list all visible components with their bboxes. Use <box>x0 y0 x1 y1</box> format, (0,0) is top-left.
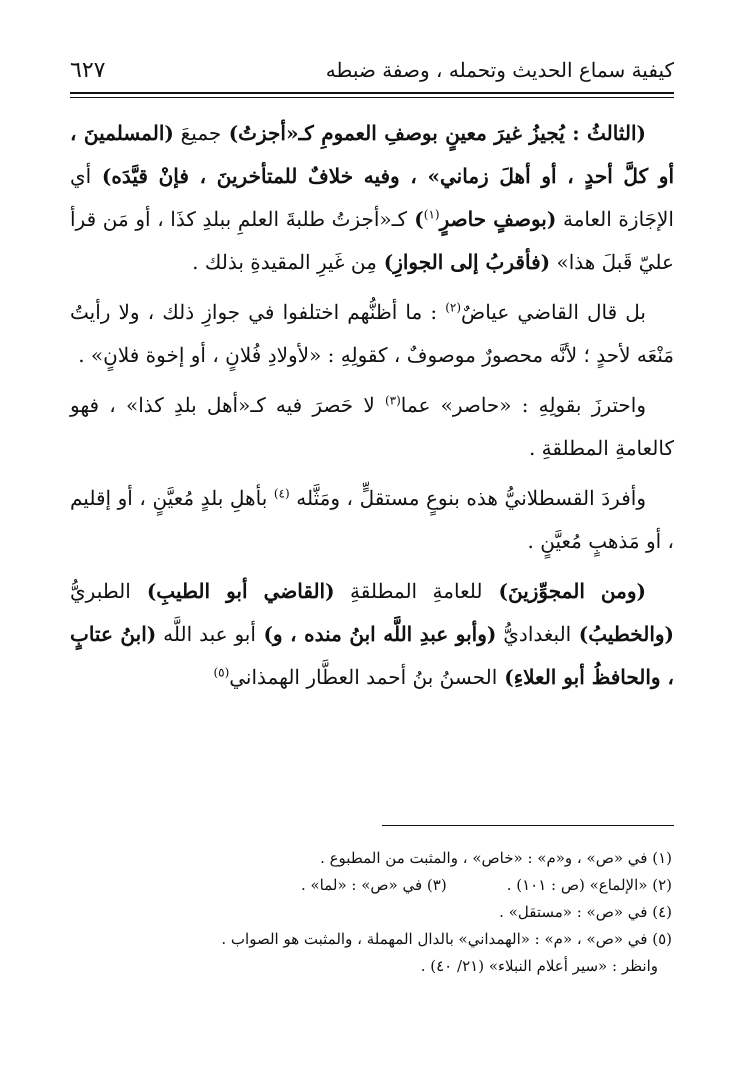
footnote-text: (٢) «الإلماع» (ص : ١٠١) . <box>506 876 672 894</box>
matn-text: (والخطيبُ) <box>571 622 674 646</box>
footnote-text: (٥) في «ص» ، «م» : «الهمداني» بالدال المهملة ، والمثبت هو الصواب . <box>221 930 672 948</box>
commentary-text: الطبريُّ <box>70 579 131 603</box>
commentary-text: وأفردَ القسطلانيُّ هذه بنوعٍ مستقلٍّ ، ومَثَّله <box>289 486 646 510</box>
matn-text: (الثالثُ : يُجيزُ غيرَ معينٍ بوصفِ العمومِ كـ«أجزتُ) <box>221 121 647 145</box>
footnote-marker[interactable]: (٤) <box>273 486 290 501</box>
commentary-text: مِن غَيرِ المقيدةِ بذلك . <box>192 250 377 274</box>
commentary-text: واحترزَ بقولِهِ : «حاصر» عما <box>400 393 646 417</box>
commentary-text: للعامةِ المطلقةِ <box>334 579 483 603</box>
commentary-text: لا حَصرَ فيه كـ«أهل بلدِ كذا» ، فهو كالعامةِ المطلقةِ . <box>70 393 674 460</box>
running-head <box>70 52 674 88</box>
commentary-text: أبو عبد اللَّه <box>156 622 256 646</box>
commentary-text: أي الإجَازة العامة <box>70 164 674 231</box>
footnote-text: (٤) في «ص» : «مستقل» . <box>499 903 672 921</box>
main-text <box>70 112 674 706</box>
running-head-title: كيفية سماع الحديث وتحمله ، وصفة ضبطه <box>325 58 674 82</box>
paragraph <box>70 384 674 470</box>
paragraph <box>70 291 674 377</box>
matn-text: (فأقربُ إلى الجوازِ) <box>376 250 551 274</box>
footnote-marker[interactable]: (٥) <box>213 665 230 680</box>
paragraph <box>70 477 674 563</box>
footnote-line <box>70 899 672 926</box>
footnote-line <box>70 845 672 872</box>
footnote-marker[interactable]: (٢) <box>445 300 462 315</box>
matn-text: (وأبو عبدِ اللَّه ابنُ منده ، و) <box>255 622 497 646</box>
commentary-text: البغداديُّ <box>496 622 572 646</box>
footnotes <box>70 845 672 980</box>
footnote-text: وانظر : «سير أعلام النبلاء» (٢١/ ٤٠) . <box>420 957 658 975</box>
matn-text: (القاضي أبو الطيبِ) <box>130 579 335 603</box>
footnote-line <box>70 926 672 953</box>
footnote-separator <box>382 825 674 826</box>
commentary-text: كـ«أجزتُ طلبةَ العلمِ ببلدِ كذَا ، أو مَن قرأ عليّ قَبلَ هذا» <box>70 207 674 274</box>
commentary-text: جميعَ <box>173 121 222 145</box>
matn-text: ) <box>407 207 424 231</box>
footnote-text: (٣) في «ص» : «لما» . <box>300 876 447 894</box>
matn-text: (بوصفٍ حاصرٍ <box>439 207 557 231</box>
footnote-marker[interactable]: (١) <box>423 207 440 222</box>
commentary-text: بل قال القاضي عياضٌ <box>461 300 646 324</box>
footnote-line <box>70 872 672 899</box>
matn-text: (ابنُ عتابٍ ، والحافظُ أبو العلاءِ) <box>70 622 674 689</box>
matn-text: (المسلمينَ ، أو كلَّ أحدٍ ، أو أهلَ زماني» ، وفيه خلافٌ للمتأخرينَ ، فإنْ قيَّدَه) <box>70 121 674 188</box>
footnote-marker[interactable]: (٣) <box>384 393 401 408</box>
footnote-line <box>70 953 672 980</box>
commentary-text: الحسنُ بنُ أحمد العطَّار الهمذاني <box>229 665 498 689</box>
matn-text: (ومن المجوِّزينَ) <box>482 579 646 603</box>
header-rule-thin <box>70 97 674 98</box>
paragraph <box>70 570 674 699</box>
commentary-text: : ما أظنُّهم اختلفوا في جوازِ ذلك ، ولا رأيتُ مَنْعَه لأحدٍ ؛ لأنَّه محصورٌ موصوفٌ ، كقولِهِ : «لأولادِ فُلانٍ ، أو إخوة فلانٍ» . <box>70 300 674 367</box>
header-rule-thick <box>70 92 674 94</box>
commentary-text: بأهلِ بلدٍ مُعيَّنٍ ، أو إقليم ، أو مَذهبٍ مُعيَّنٍ . <box>70 486 674 553</box>
paragraph <box>70 112 674 284</box>
footnote-text: (١) في «ص» ، و«م» : «خاص» ، والمثبت من المطبوع . <box>320 849 672 867</box>
page-number: ٦٢٧ <box>70 57 106 83</box>
